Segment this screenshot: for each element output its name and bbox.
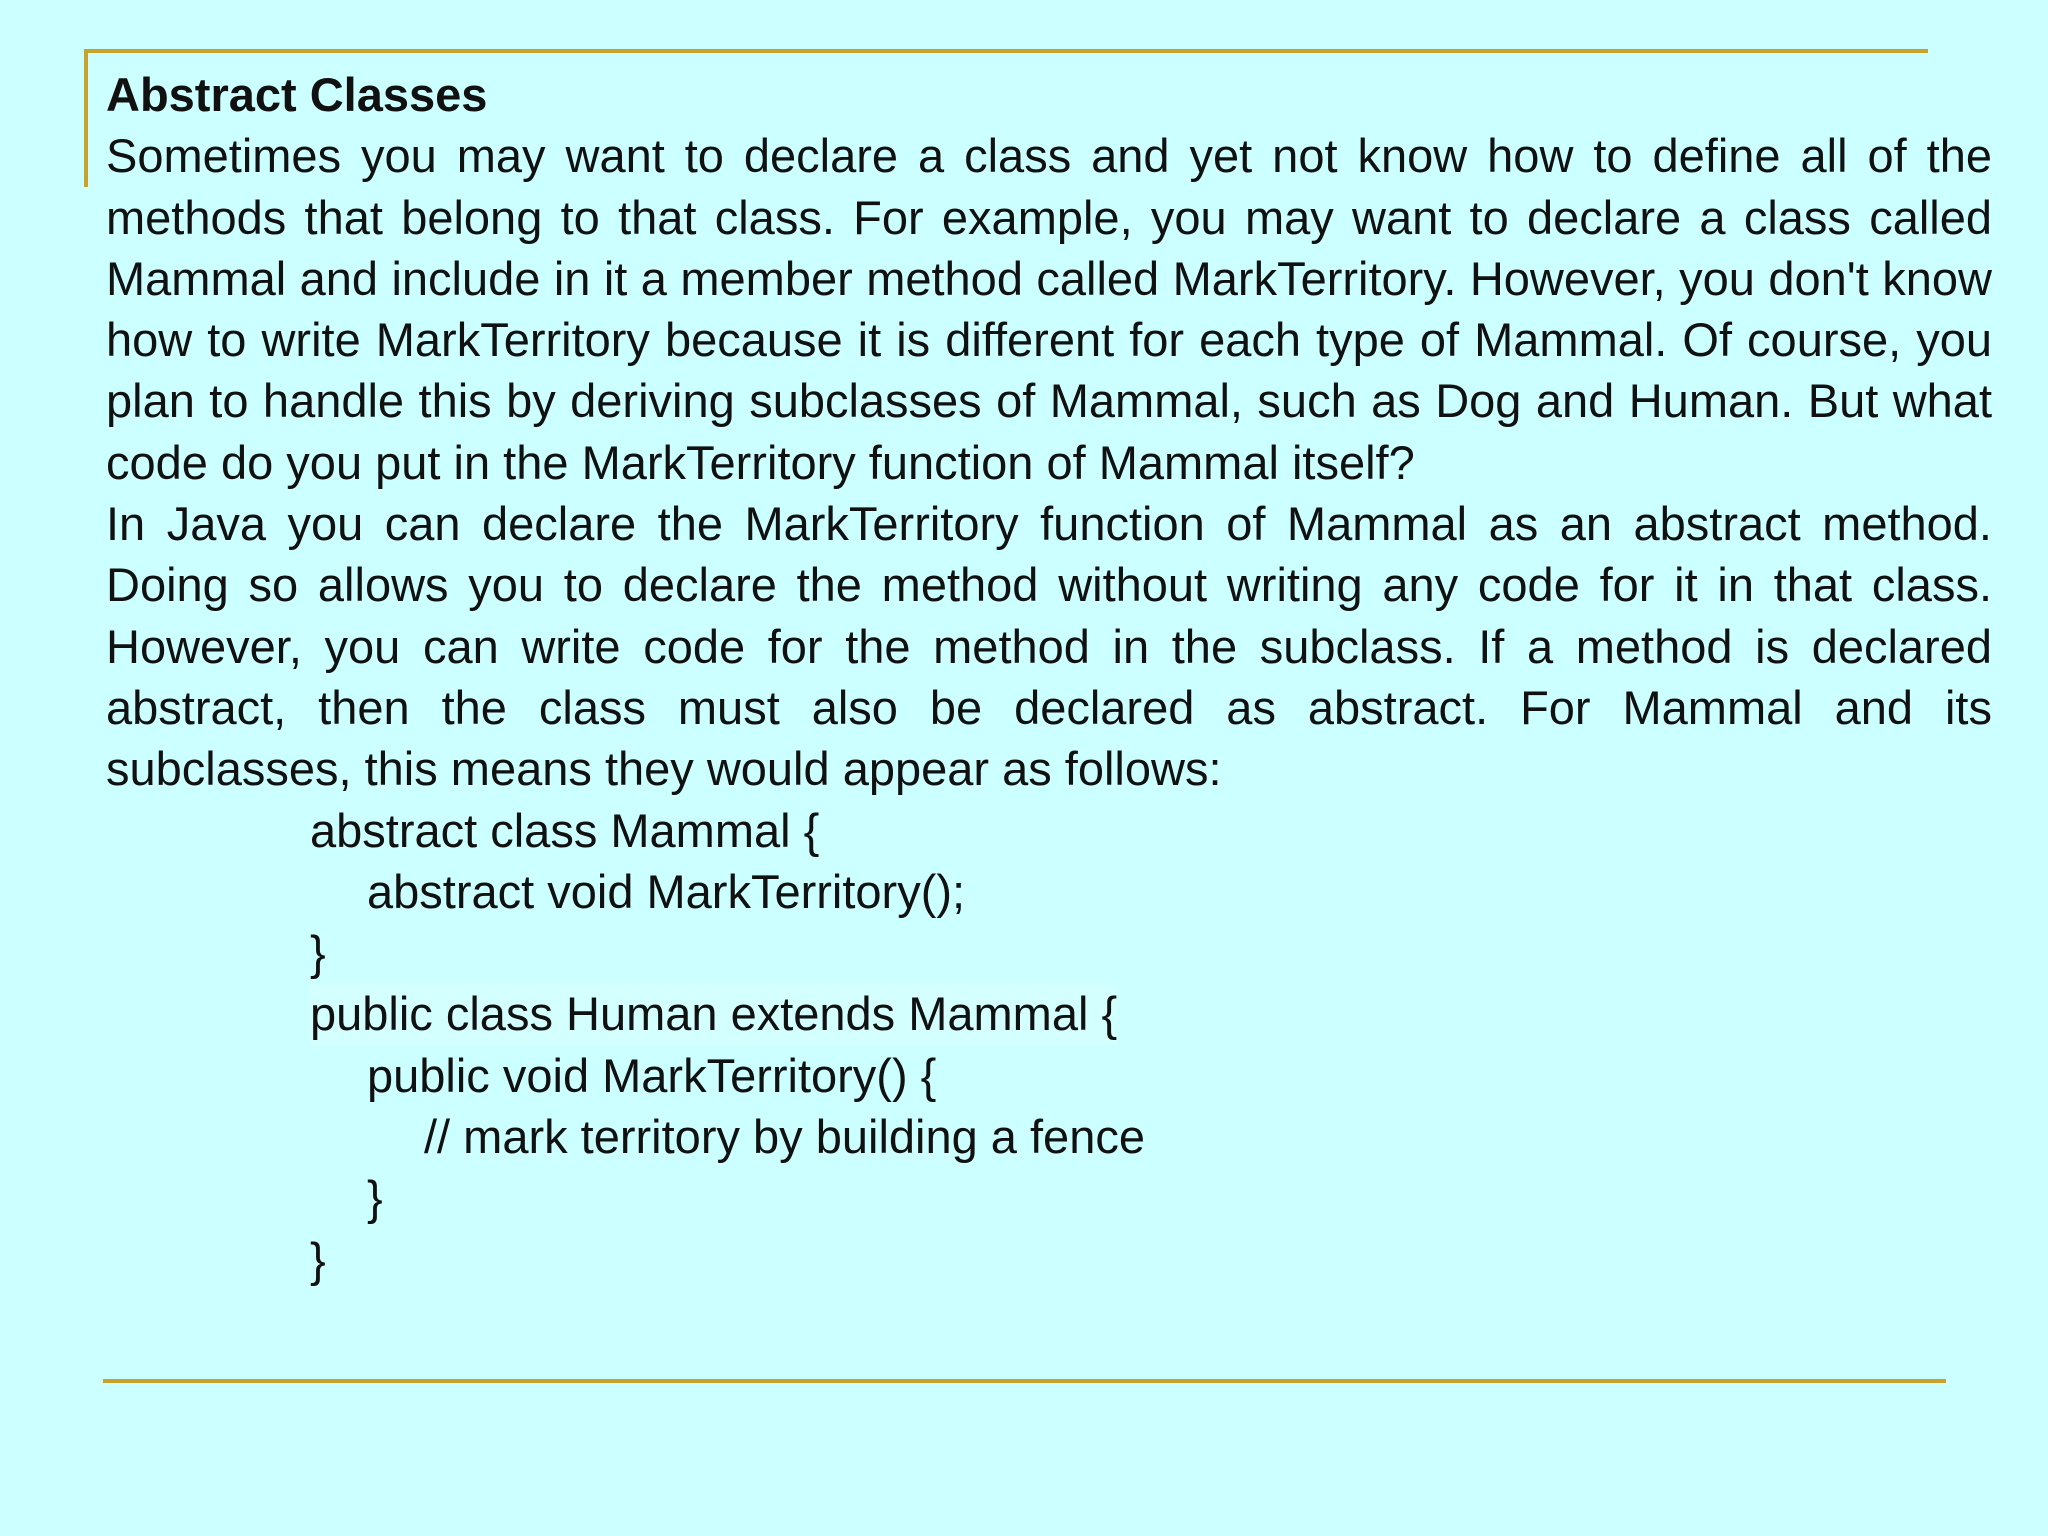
- left-border-rule: [84, 49, 88, 187]
- slide-content: [106, 64, 1992, 1290]
- code-line-abstract-method: abstract void MarkTerritory();: [367, 864, 966, 918]
- code-line-human-class: public class Human extends Mammal {: [310, 983, 1117, 1044]
- slide-title: Abstract Classes: [106, 68, 488, 121]
- code-line-public-method: public void MarkTerritory() {: [367, 1048, 937, 1102]
- paragraph-java-abstract: In Java you can declare the MarkTerritory function of Mammal as an abstract method. Doing so allows you to declare the method without writing any code for it in that class. However, you can write code for the method in the subclass. If a method is declared abstract, then the class must also be declared as abstract. For Mammal and its subclasses, this means they would appear as follows:: [106, 497, 1992, 796]
- code-line-close-mammal: }: [310, 926, 326, 980]
- code-block: [106, 800, 1992, 1290]
- paragraph-intro: Sometimes you may want to declare a class and yet not know how to define all of the methods that belong to that class. For example, you may want to declare a class called Mammal and include in it a member method called MarkTerritory. However, you don't know how to write MarkTerritory because it is different for each type of Mammal. Of course, you plan to handle this by deriving subclasses of Mammal, such as Dog and Human. But what code do you put in the MarkTerritory function of Mammal itself?: [106, 129, 1992, 489]
- code-line-mammal-class: abstract class Mammal {: [310, 803, 820, 857]
- code-line-close-method: }: [367, 1171, 383, 1225]
- code-line-comment: // mark territory by building a fence: [424, 1110, 1145, 1164]
- top-border-rule: [84, 49, 1928, 53]
- bottom-border-rule: [103, 1379, 1946, 1383]
- code-line-close-human: }: [310, 1232, 326, 1286]
